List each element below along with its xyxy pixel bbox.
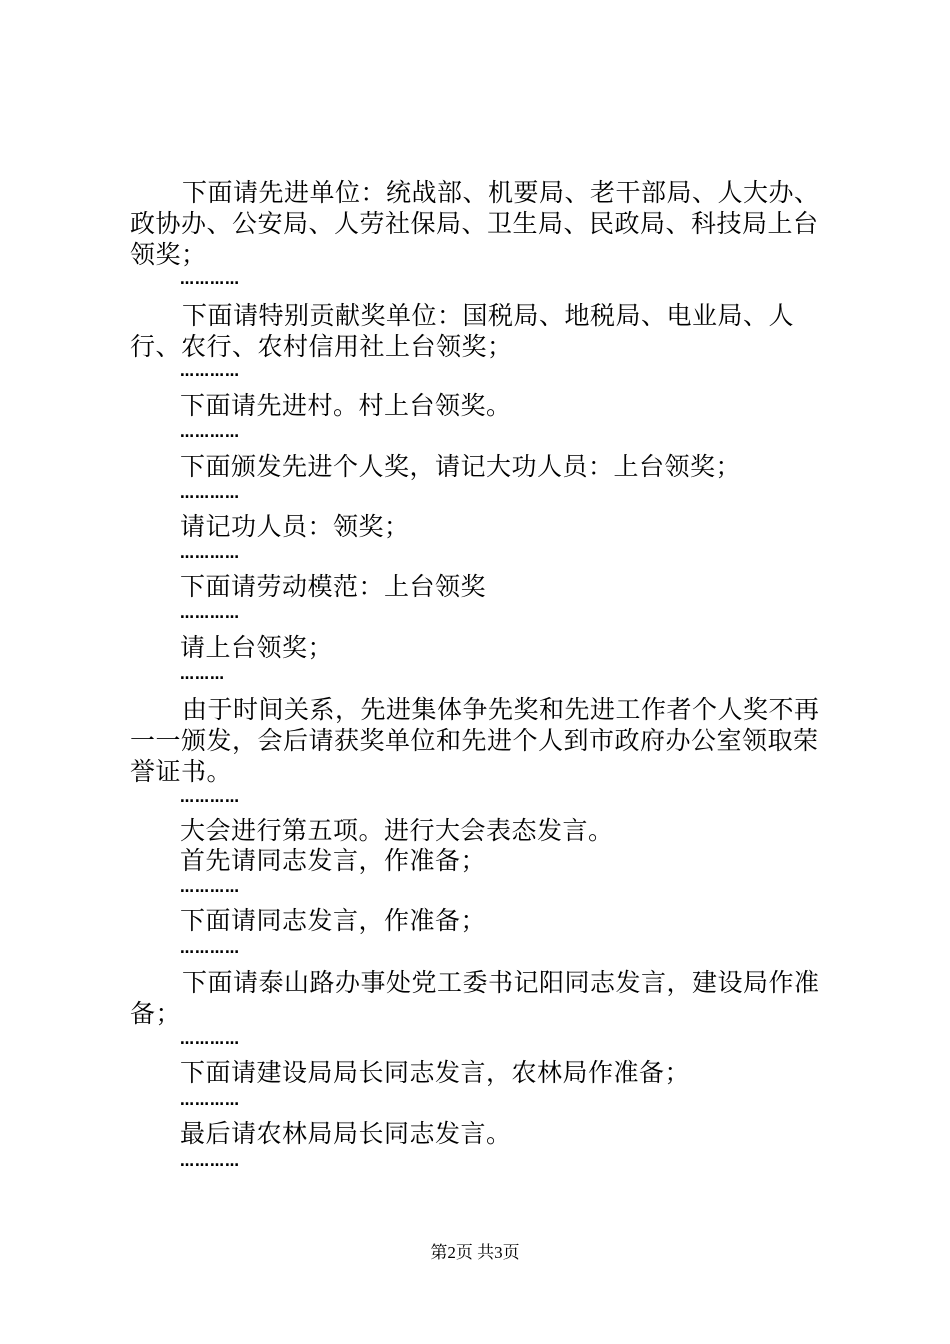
- ellipsis-separator: …………: [180, 941, 240, 957]
- line-receive-award: 请上台领奖；: [180, 633, 334, 662]
- ellipsis-separator: ………: [180, 667, 225, 683]
- line-labor-model: 下面请劳动模范：上台领奖: [180, 572, 487, 601]
- ellipsis-separator: …………: [180, 790, 240, 806]
- ellipsis-separator: …………: [180, 606, 240, 622]
- ellipsis-separator: …………: [180, 364, 240, 380]
- ellipsis-separator: …………: [180, 272, 240, 288]
- paragraph-special-contribution: 下面请特别贡献奖单位：国税局、地税局、电业局、人行、农行、农村信用社上台领奖；: [130, 301, 795, 361]
- line-merit-personnel: 请记功人员：领奖；: [180, 512, 410, 541]
- line-next-speaker: 下面请同志发言，作准备；: [180, 906, 487, 935]
- paragraph-advanced-units: 下面请先进单位：统战部、机要局、老干部局、人大办、政协办、公安局、人劳社保局、卫生局、民政局、科技局上台领奖；: [130, 178, 820, 269]
- page-number-footer: 第2页 共3页: [430, 1243, 520, 1262]
- line-forestry-speaker: 最后请农林局局长同志发言。: [180, 1119, 512, 1148]
- ellipsis-separator: …………: [180, 1154, 240, 1170]
- ellipsis-separator: …………: [180, 546, 240, 562]
- ellipsis-separator: …………: [180, 1093, 240, 1109]
- ellipsis-separator: …………: [180, 880, 240, 896]
- line-fifth-item: 大会进行第五项。进行大会表态发言。: [180, 816, 614, 845]
- paragraph-taishan-road-speaker: 下面请泰山路办事处党工委书记阳同志发言，建设局作准备；: [130, 968, 820, 1028]
- line-advanced-village: 下面请先进村。村上台领奖。: [180, 391, 512, 420]
- line-individual-award: 下面颁发先进个人奖，请记大功人员：上台领奖；: [180, 452, 742, 481]
- line-first-speaker: 首先请同志发言，作准备；: [180, 846, 487, 875]
- ellipsis-separator: …………: [180, 1032, 240, 1048]
- line-construction-speaker: 下面请建设局局长同志发言，农林局作准备；: [180, 1058, 691, 1087]
- ellipsis-separator: …………: [180, 425, 240, 441]
- paragraph-time-constraint: 由于时间关系，先进集体争先奖和先进工作者个人奖不再一一颁发，会后请获奖单位和先进个人到市政府办公室领取荣誉证书。: [130, 695, 820, 786]
- ellipsis-separator: …………: [180, 486, 240, 502]
